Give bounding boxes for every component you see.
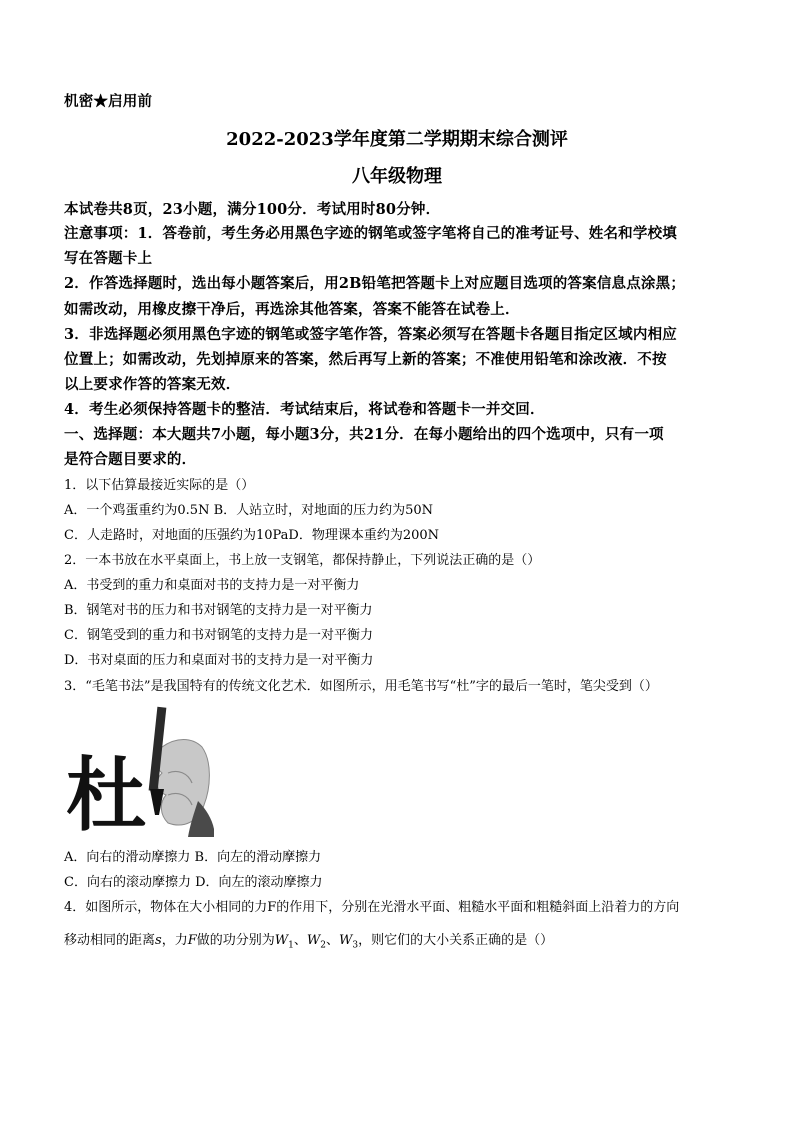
distance-symbol: s — [155, 933, 162, 948]
calligraphy-illustration — [64, 703, 214, 837]
notice-line: 注意事项：1．答卷前，考生务必用黑色字迹的钢笔或签字笔将自己的准考证号、姓名和学校填 — [64, 225, 677, 242]
question-3-options-ab: A．向右的滑动摩擦力 B．向左的滑动摩擦力 — [64, 850, 322, 865]
section-heading: 是符合题目要求的． — [64, 451, 197, 468]
exam-title: 2022-2023学年度第二学期期末综合测评 — [226, 129, 568, 150]
subscript: 1 — [288, 940, 294, 951]
question-2-option-c: C．钢笔受到的重力和书对钢笔的支持力是一对平衡力 — [64, 628, 373, 643]
subscript: 2 — [320, 940, 326, 951]
work-symbol: W — [339, 933, 353, 948]
question-4-stem-line1: 4．如图所示，物体在大小相同的力F的作用下，分别在光滑水平面、粗糙水平面和粗糙斜面上沿着力的方向 — [64, 900, 680, 915]
subscript: 3 — [352, 940, 359, 951]
calligraphy-figure — [64, 703, 214, 837]
work-symbol: W — [306, 933, 321, 948]
confidential-label: 机密★启用前 — [64, 93, 153, 110]
notice-line: 如需改动，用橡皮擦干净后，再选涂其他答案，答案不能答在试卷上． — [64, 301, 520, 318]
question-3-options-cd: C．向右的滚动摩擦力 D．向左的滚动摩擦力 — [64, 875, 323, 890]
q4-text: 做的功分别为 — [196, 933, 275, 948]
section-heading: 一、选择题：本大题共7小题，每小题3分，共21分．在每小题给出的四个选项中，只有一项 — [64, 426, 664, 443]
notice-line: 2．作答选择题时，选出每小题答案后，用2B铅笔把答题卡上对应题目选项的答案信息点涂黑； — [64, 275, 686, 292]
exam-subject: 八年级物理 — [352, 166, 442, 187]
notice-line: 以上要求作答的答案无效． — [64, 376, 241, 393]
q4-text: ，力 — [161, 933, 188, 948]
q4-text: 移动相同的距离 — [64, 933, 156, 948]
separator: 、 — [293, 933, 307, 948]
exam-info: 本试卷共8页，23小题，满分100分．考试用时80分钟． — [64, 201, 441, 218]
force-symbol: F — [187, 933, 197, 948]
question-2-option-a: A．书受到的重力和桌面对书的支持力是一对平衡力 — [64, 578, 360, 593]
work-symbol: W — [274, 933, 289, 948]
calligraphy-character: 杜 — [66, 748, 146, 837]
question-3-stem: 3．“毛笔书法”是我国特有的传统文化艺术．如图所示，用毛笔书写“杜”字的最后一笔时，笔尖受到（） — [64, 679, 658, 694]
notice-line: 位置上；如需改动，先划掉原来的答案，然后再写上新的答案；不准使用铅笔和涂改液．不按 — [64, 351, 667, 368]
question-4-stem-line2 — [64, 929, 553, 951]
question-1-options-cd: C．人走路时，对地面的压强约为10PaD．物理课本重约为200N — [64, 528, 440, 543]
question-2-stem: 2．一本书放在水平桌面上，书上放一支钢笔，都保持静止，下列说法正确的是（） — [64, 553, 541, 568]
q4-text: ，则它们的大小关系正确的是（） — [358, 933, 554, 948]
separator: 、 — [325, 933, 339, 948]
question-2-option-b: B．钢笔对书的压力和书对钢笔的支持力是一对平衡力 — [64, 603, 373, 618]
question-1-options-ab: A．一个鸡蛋重约为0.5N B．人站立时，对地面的压力约为50N — [64, 503, 434, 518]
notice-line: 写在答题卡上 — [64, 250, 153, 267]
notice-line: 3．非选择题必须用黑色字迹的钢笔或签字笔作答，答案必须写在答题卡各题目指定区域内相应 — [64, 326, 677, 343]
question-2-option-d: D．书对桌面的压力和桌面对书的支持力是一对平衡力 — [64, 653, 374, 668]
notice-line: 4．考生必须保持答题卡的整洁．考试结束后，将试卷和答题卡一并交回． — [64, 401, 545, 418]
question-1-stem: 1．以下估算最接近实际的是（） — [64, 478, 255, 493]
